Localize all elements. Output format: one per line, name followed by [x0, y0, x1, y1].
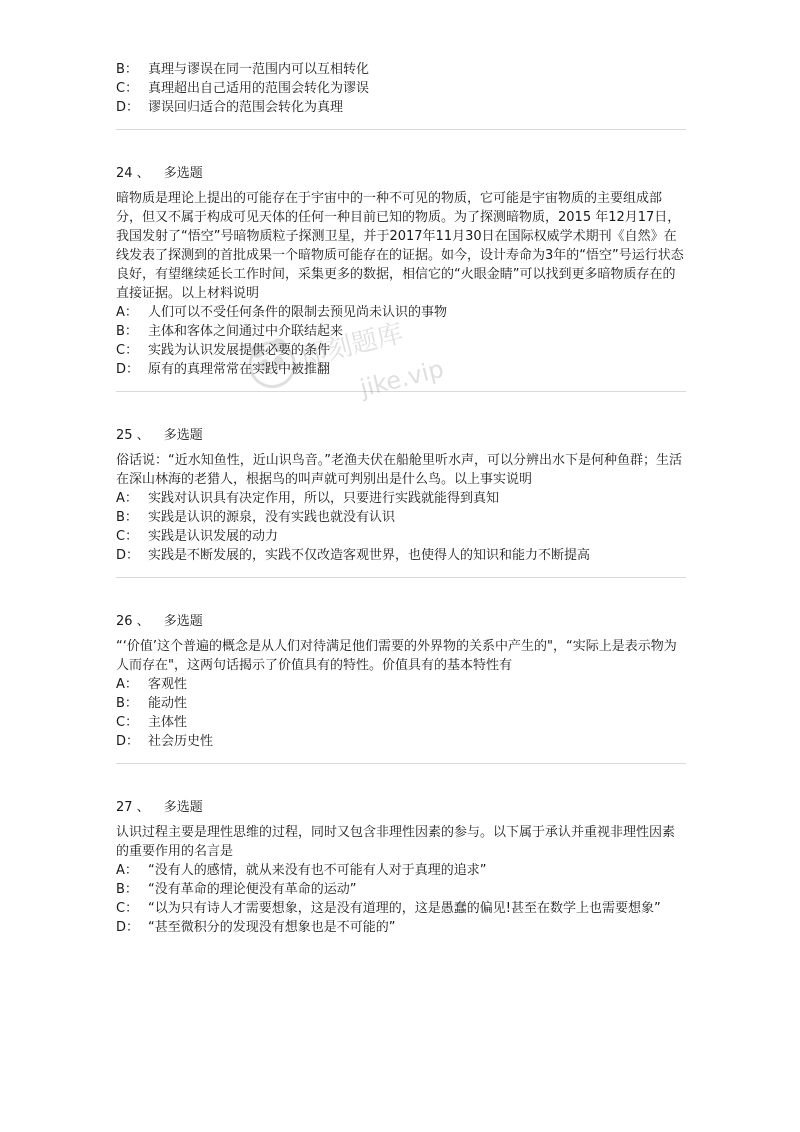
- question-header: 25 、 多选题: [116, 428, 203, 443]
- option-a[interactable]: A： “没有人的感情，就从来没有也不可能有人对于真理的追求”: [116, 863, 487, 878]
- option-b[interactable]: B： 能动性: [116, 696, 188, 711]
- option-c[interactable]: C： 主体性: [116, 715, 188, 730]
- option-d[interactable]: D： 社会历史性: [116, 734, 214, 749]
- option-d[interactable]: D： “甚至微积分的发现没有想象也是不可能的”: [116, 920, 396, 935]
- question-stem: 俗话说：“近水知鱼性，近山识鸟音。”老渔夫伏在船舱里听水声，可以分辨出水下是何种鱼群；生活在深山林海的老猎人，根据鸟的叫声就可判别出是什么鸟。以上事实说明: [116, 453, 682, 487]
- divider: [116, 577, 686, 578]
- option-c[interactable]: C： 真理超出自己适用的范围会转化为谬误: [116, 81, 370, 96]
- question-stem: 暗物质是理论上提出的可能存在于宇宙中的一种不可见的物质，它可能是宇宙物质的主要组成部分，但又不属于构成可见天体的任何一种目前已知的物质。为了探测暗物质，2015 年12月17日，我国发射了“悟空”号暗物质粒子探测卫星，并于2017年11月30日在国际权威学术期刊《自然》在线发表了探测到的首批成果一个暗物质可能存在的证据。如今，设计寿命为3年的“悟空”号运行状态良好，有望继续延长工作时间，采集更多的数据，相信它的“火眼金睛”可以找到更多暗物质存在的直接证据。以上材料说明: [116, 191, 684, 301]
- option-c[interactable]: C： 实践是认识发展的动力: [116, 529, 279, 544]
- option-d[interactable]: D： 原有的真理常常在实践中被推翻: [116, 362, 331, 377]
- option-a[interactable]: A： 客观性: [116, 677, 188, 692]
- question-header: 27 、 多选题: [116, 800, 203, 815]
- question-header: 24 、 多选题: [116, 166, 203, 181]
- svg-text:jike.vip: jike.vip: [357, 354, 447, 403]
- question-26: [116, 612, 686, 751]
- option-b[interactable]: B： 真理与谬误在同一范围内可以互相转化: [116, 62, 370, 77]
- exam-page: [116, 60, 686, 937]
- question-27: [116, 798, 686, 937]
- option-b[interactable]: B： “没有革命的理论便没有革命的运动”: [116, 882, 357, 897]
- option-d[interactable]: D： 实践是不断发展的，实践不仅改造客观世界，也使得人的知识和能力不断提高: [116, 548, 591, 563]
- question-24: [116, 164, 686, 379]
- question-stem: “‘价值’这个普遍的概念是从人们对待满足他们需要的外界物的关系中产生的"，“实际上是表示物为人而存在"，这两句话揭示了价值具有的特性。价值具有的基本特性有: [116, 639, 677, 673]
- option-a[interactable]: A： 实践对认识具有决定作用，所以，只要进行实践就能得到真知: [116, 491, 500, 506]
- option-a[interactable]: A： 人们可以不受任何条件的限制去预见尚未认识的事物: [116, 305, 448, 320]
- option-c[interactable]: C： 实践为认识发展提供必要的条件: [116, 343, 331, 358]
- divider: [116, 391, 686, 392]
- question-stem: 认识过程主要是理性思维的过程，同时又包含非理性因素的参与。以下属于承认并重视非理性因素的重要作用的名言是: [116, 825, 676, 859]
- option-d[interactable]: D： 谬误回归适合的范围会转化为真理: [116, 100, 344, 115]
- divider: [116, 129, 686, 130]
- option-c[interactable]: C： “以为只有诗人才需要想象，这是没有道理的，这是愚蠢的偏见!甚至在数学上也需要想象”: [116, 901, 661, 916]
- question-25: [116, 426, 686, 565]
- svg-text:即刻题库: 即刻题库: [297, 318, 407, 373]
- option-b[interactable]: B： 主体和客体之间通过中介联结起来: [116, 324, 344, 339]
- option-b[interactable]: B： 实践是认识的源泉，没有实践也就没有认识: [116, 510, 396, 525]
- question-header: 26 、 多选题: [116, 614, 203, 629]
- divider: [116, 763, 686, 764]
- q23-options-tail: [116, 60, 686, 117]
